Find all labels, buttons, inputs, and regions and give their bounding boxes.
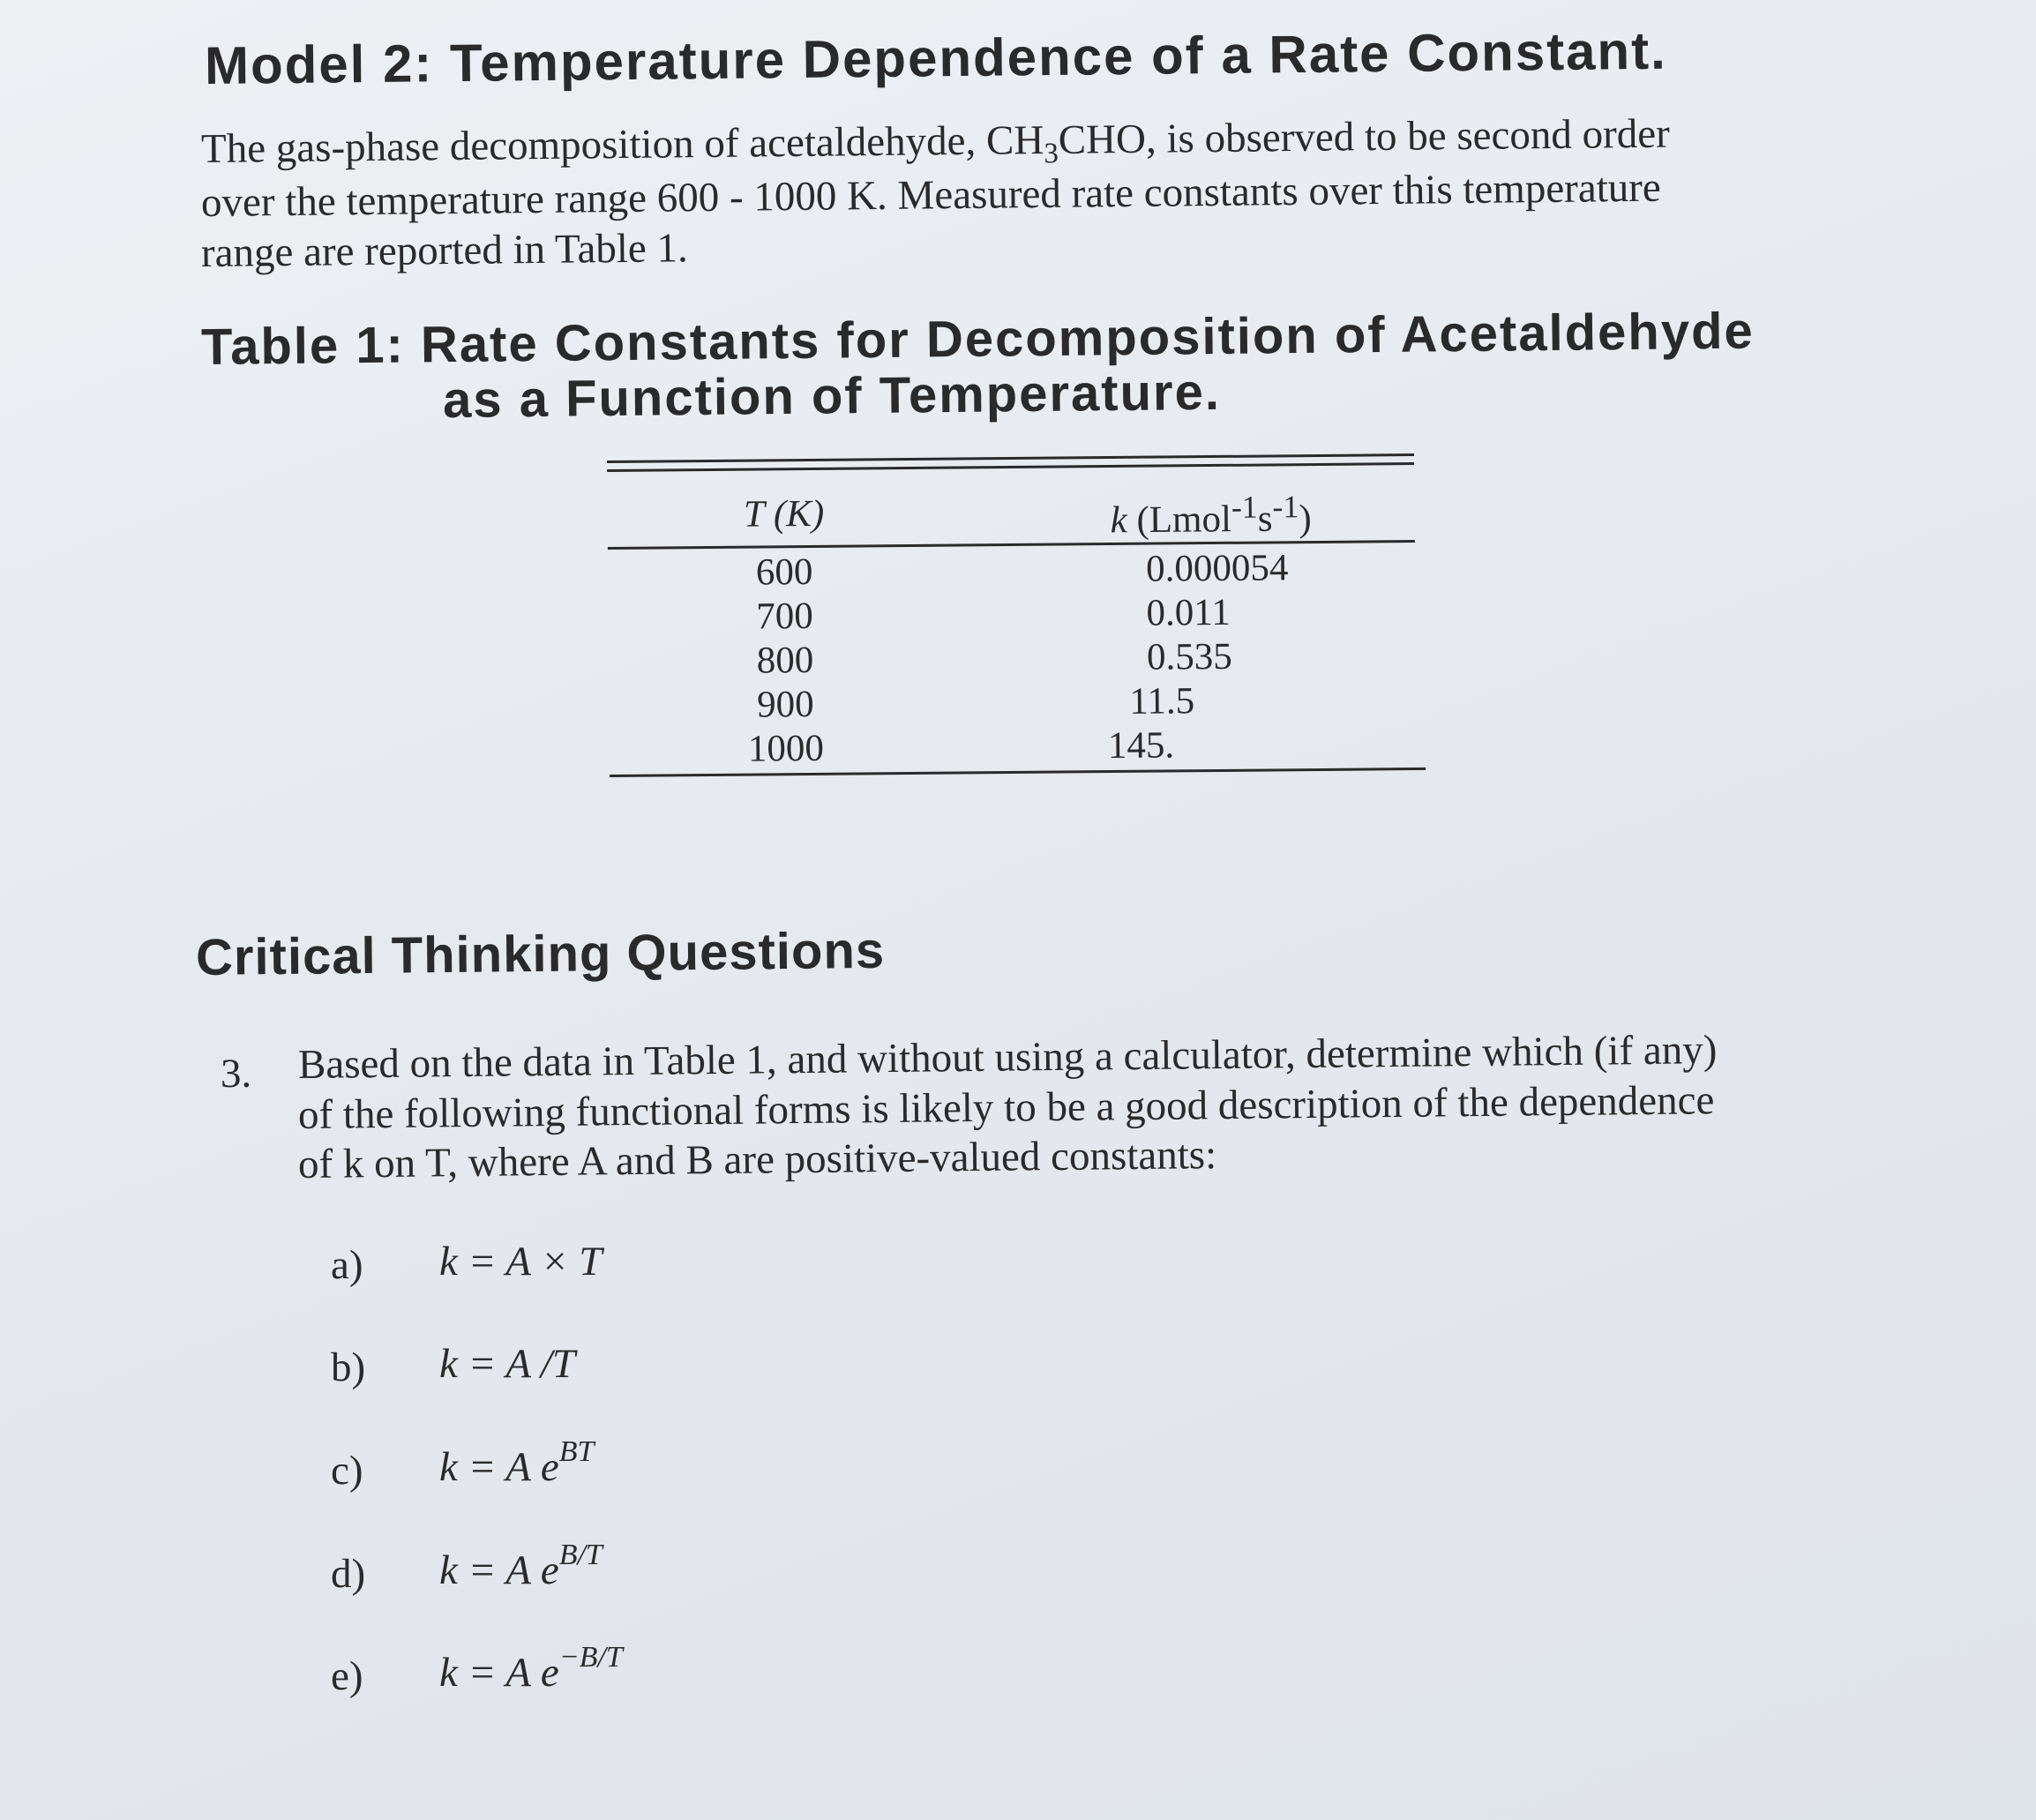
option-label: c)	[331, 1448, 363, 1494]
header-k-exp-2: -1	[1272, 489, 1299, 525]
table-row-t: 700	[756, 595, 814, 638]
table-row-t: 1000	[747, 727, 825, 770]
table-title-line-2: as a Function of Temperature.	[442, 363, 1222, 429]
question-line-1: Based on the data in Table 1, and without using a calculator, determine which (if any)	[297, 1027, 1718, 1088]
table-row-t: 600	[755, 550, 813, 594]
critical-thinking-title: Critical Thinking Questions	[195, 921, 886, 986]
header-k-exp-1: -1	[1231, 489, 1258, 525]
option-formula-base: k = A e	[439, 1547, 559, 1593]
table-row-k: 0.535	[1146, 635, 1232, 678]
header-k-close: )	[1299, 498, 1312, 540]
table-row-k: 0.011	[1146, 591, 1231, 634]
model-title: Model 2: Temperature Dependence of a Rate Constant.	[204, 20, 1668, 95]
header-t-text: T (K)	[743, 492, 825, 536]
header-k-symbol: k	[1110, 499, 1127, 542]
table-title-line-1: Table 1: Rate Constants for Decomposition of Acetaldehyde	[200, 302, 1755, 376]
question-line-2: of the following functional forms is likely to be a good description of the dependence	[297, 1077, 1715, 1138]
option-formula	[439, 1641, 623, 1696]
header-rate-constant	[1110, 488, 1312, 542]
option-formula-exp: −B/T	[558, 1641, 623, 1674]
table-header-rule	[608, 540, 1415, 550]
table-top-rule-1	[607, 453, 1414, 463]
question-line-3: of k on T, where A and B are positive-valued constants:	[297, 1132, 1217, 1187]
table-top-rule-2	[607, 462, 1414, 472]
intro-line-1-sub: 3	[1044, 138, 1059, 170]
option-formula	[439, 1340, 575, 1388]
header-k-s: s	[1257, 498, 1273, 540]
option-label: d)	[331, 1551, 366, 1597]
option-formula-base: k = A e	[439, 1444, 559, 1490]
intro-line-1-pre: The gas-phase decomposition of acetaldehyde, CH	[200, 116, 1044, 172]
option-label: a)	[331, 1242, 363, 1288]
intro-line-3: range are reported in Table 1.	[200, 225, 688, 276]
table-row-t: 800	[756, 639, 814, 682]
option-formula-base: k = A × T	[439, 1239, 603, 1284]
table-row-k: 145.	[1107, 724, 1175, 768]
option-formula-base: k = A e	[439, 1650, 559, 1696]
option-formula	[439, 1539, 603, 1594]
table-row-t: 900	[756, 683, 814, 726]
table-row-k: 0.000054	[1145, 547, 1289, 590]
rate-constant-table	[607, 452, 1426, 772]
header-temperature	[744, 492, 825, 536]
option-formula-exp: BT	[558, 1435, 595, 1468]
option-label: b)	[331, 1344, 366, 1390]
option-formula-exp: B/T	[558, 1539, 603, 1571]
intro-line-1-post: CHO, is observed to be second order	[1058, 110, 1671, 163]
option-formula-base: k = A /T	[439, 1341, 576, 1387]
table-bottom-rule	[610, 768, 1426, 777]
intro-line-2: over the temperature range 600 - 1000 K. Measured rate constants over this temperature	[200, 164, 1662, 226]
table-row-k: 11.5	[1129, 680, 1195, 723]
option-label: e)	[331, 1653, 363, 1699]
option-formula	[439, 1238, 602, 1285]
header-k-unit: (Lmol	[1136, 498, 1232, 542]
question-number: 3.	[221, 1051, 252, 1097]
option-formula	[439, 1435, 595, 1491]
